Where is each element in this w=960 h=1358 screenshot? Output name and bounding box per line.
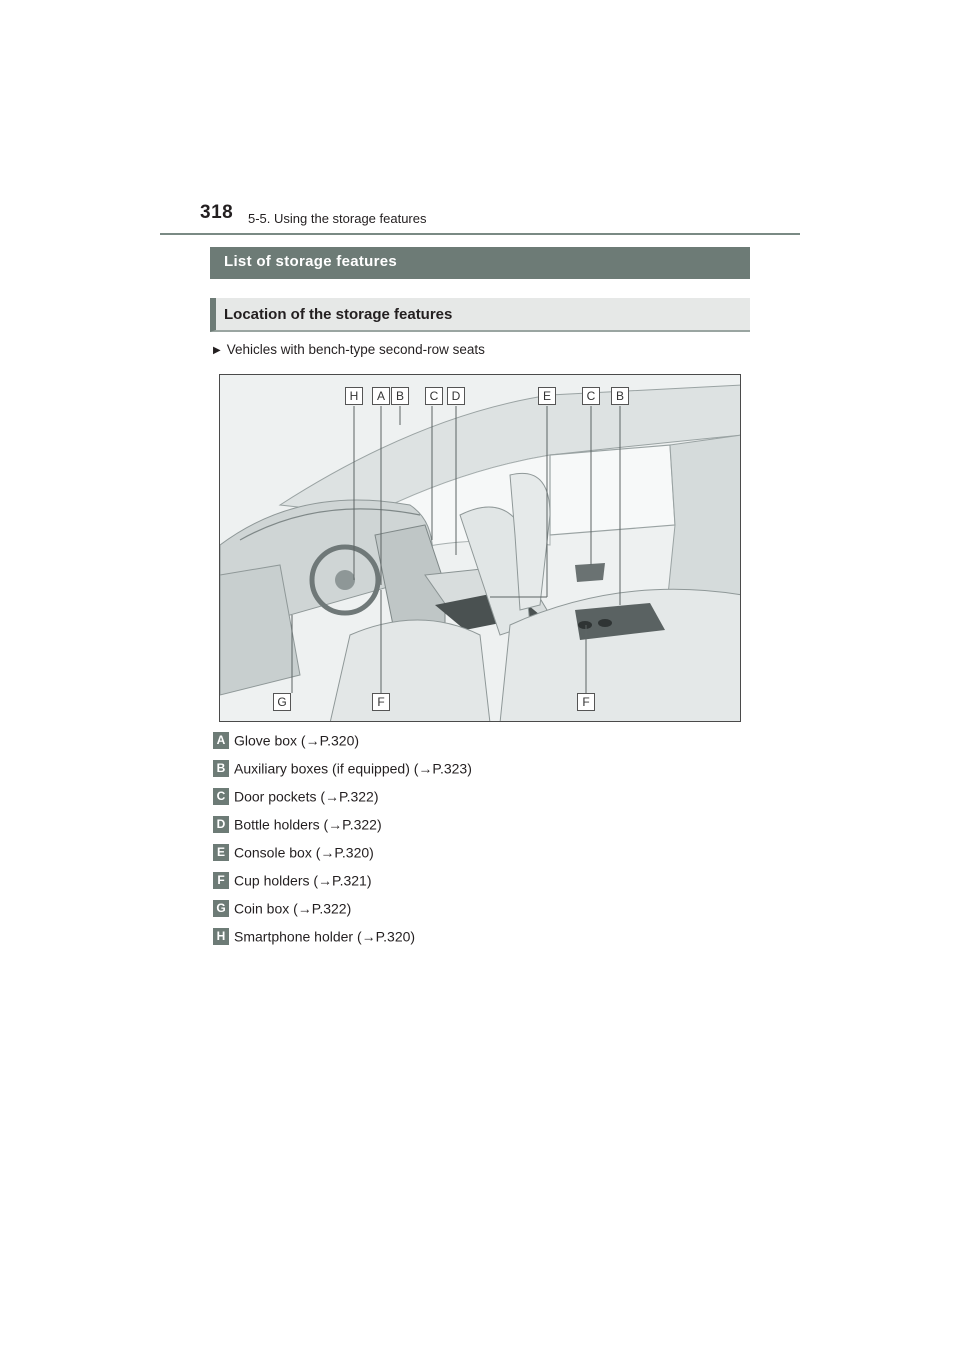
- sub-banner-title: Location of the storage features: [224, 306, 453, 323]
- car-interior-drawing: [220, 375, 741, 722]
- legend-text: Glove box (→P.320): [234, 732, 360, 749]
- legend-item-d: [213, 815, 382, 835]
- sub-banner: [210, 298, 750, 332]
- legend-text: Cup holders (→P.321): [234, 872, 372, 889]
- legend-letter: G: [213, 900, 229, 917]
- triangle-bullet-icon: ▶: [213, 345, 221, 356]
- legend-item-a: [213, 731, 359, 751]
- page-number: 318: [200, 202, 234, 223]
- header-rule: [160, 233, 800, 235]
- legend-letter: E: [213, 844, 229, 861]
- legend-item-f: [213, 871, 371, 891]
- legend-item-g: [213, 899, 351, 919]
- callout-c-top: C: [425, 387, 443, 405]
- callout-f-bottom: F: [372, 693, 390, 711]
- main-banner-title: List of storage features: [224, 253, 398, 270]
- callout-a-top: A: [372, 387, 390, 405]
- legend-letter: F: [213, 872, 229, 889]
- legend-text: Console box (→P.320): [234, 844, 374, 861]
- bullet-text: Vehicles with bench-type second-row seats: [226, 342, 485, 357]
- legend-letter: C: [213, 788, 229, 805]
- legend-text: Door pockets (→P.322): [234, 788, 379, 805]
- interior-illustration: [219, 374, 741, 722]
- callout-h-top: H: [345, 387, 363, 405]
- main-banner: [210, 247, 750, 279]
- section-title: 5-5. Using the storage features: [248, 211, 427, 226]
- legend-item-h: [213, 927, 415, 947]
- legend-letter: D: [213, 816, 229, 833]
- legend-text: Bottle holders (→P.322): [234, 816, 382, 833]
- legend-text: Smartphone holder (→P.320): [234, 928, 416, 945]
- callout-g-bottom: G: [273, 693, 291, 711]
- legend-text: Auxiliary boxes (if equipped) (→P.323): [234, 760, 472, 777]
- callout-b-top: B: [391, 387, 409, 405]
- legend-text: Coin box (→P.322): [234, 900, 352, 917]
- legend-item-b: [213, 759, 472, 779]
- legend-letter: H: [213, 928, 229, 945]
- callout-b-top-right: B: [611, 387, 629, 405]
- callout-f-bottom-right: F: [577, 693, 595, 711]
- bullet-line: [213, 342, 485, 357]
- callout-c-top-right: C: [582, 387, 600, 405]
- callout-d-top: D: [447, 387, 465, 405]
- legend-letter: A: [213, 732, 229, 749]
- legend-letter: B: [213, 760, 229, 777]
- legend-item-e: [213, 843, 374, 863]
- callout-e-top: E: [538, 387, 556, 405]
- legend-item-c: [213, 787, 378, 807]
